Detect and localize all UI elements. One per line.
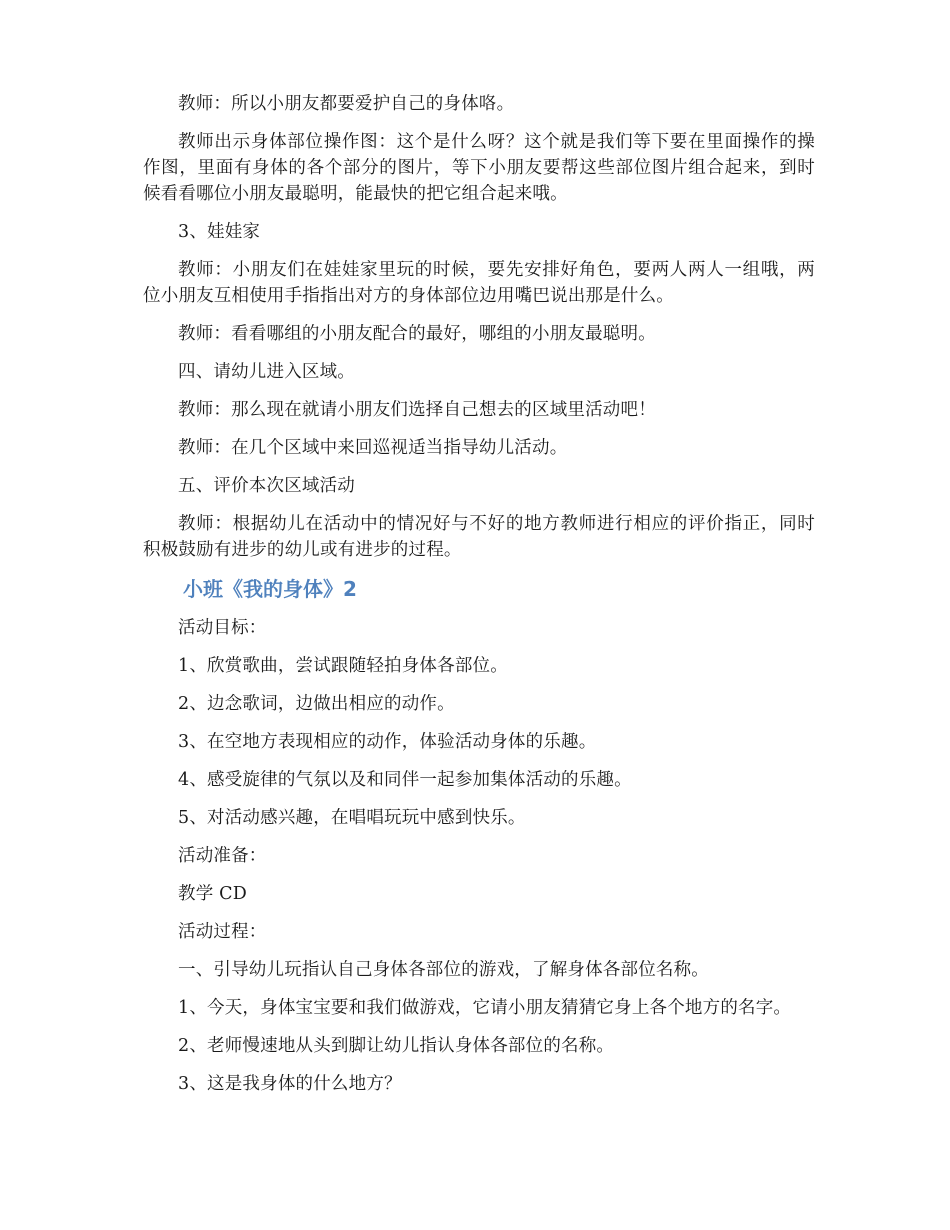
document-body [143, 91, 815, 1109]
paragraph: 教师：根据幼儿在活动中的情况好与不好的地方教师进行相应的评价指正，同时积极鼓励有进步的幼儿或有进步的过程。 [143, 514, 815, 560]
section-heading: 小班《我的身体》2 [183, 577, 357, 601]
paragraph: 3、娃娃家 [178, 222, 261, 242]
paragraph: 教师：所以小朋友都要爱护自己的身体咯。 [178, 94, 515, 114]
paragraph: 四、请幼儿进入区域。 [178, 362, 355, 382]
paragraph: 五、评价本次区域活动 [178, 476, 355, 496]
paragraph: 活动过程： [178, 922, 267, 942]
paragraph: 教师出示身体部位操作图：这个是什么呀？这个就是我们等下要在里面操作的操作图，里面有身体的各个部分的图片，等下小朋友要帮这些部位图片组合起来，到时候看看哪位小朋友最聪明，能最快的把它组合起来哦。 [143, 132, 815, 204]
paragraph: 3、这是我身体的什么地方？ [178, 1074, 402, 1094]
paragraph: 教师：看看哪组的小朋友配合的最好，哪组的小朋友最聪明。 [178, 324, 656, 344]
paragraph: 教学 CD [178, 884, 247, 904]
paragraph: 一、引导幼儿玩指认自己身体各部位的游戏，了解身体各部位名称。 [178, 960, 709, 980]
paragraph: 教师：小朋友们在娃娃家里玩的时候，要先安排好角色，要两人两人一组哦，两位小朋友互相使用手指指出对方的身体部位边用嘴巴说出那是什么。 [143, 260, 815, 306]
paragraph: 教师：那么现在就请小朋友们选择自己想去的区域里活动吧！ [178, 400, 656, 420]
paragraph: 活动准备： [178, 846, 267, 866]
paragraph: 活动目标： [178, 618, 267, 638]
paragraph: 2、边念歌词，边做出相应的动作。 [178, 694, 455, 714]
paragraph: 2、老师慢速地从头到脚让幼儿指认身体各部位的名称。 [178, 1036, 615, 1056]
paragraph: 1、今天，身体宝宝要和我们做游戏，它请小朋友猜猜它身上各个地方的名字。 [178, 998, 792, 1018]
paragraph: 1、欣赏歌曲，尝试跟随轻拍身体各部位。 [178, 656, 508, 676]
paragraph: 4、感受旋律的气氛以及和同伴一起参加集体活动的乐趣。 [178, 770, 632, 790]
paragraph: 5、对活动感兴趣，在唱唱玩玩中感到快乐。 [178, 808, 526, 828]
paragraph: 教师：在几个区域中来回巡视适当指导幼儿活动。 [178, 438, 568, 458]
paragraph: 3、在空地方表现相应的动作，体验活动身体的乐趣。 [178, 732, 597, 752]
